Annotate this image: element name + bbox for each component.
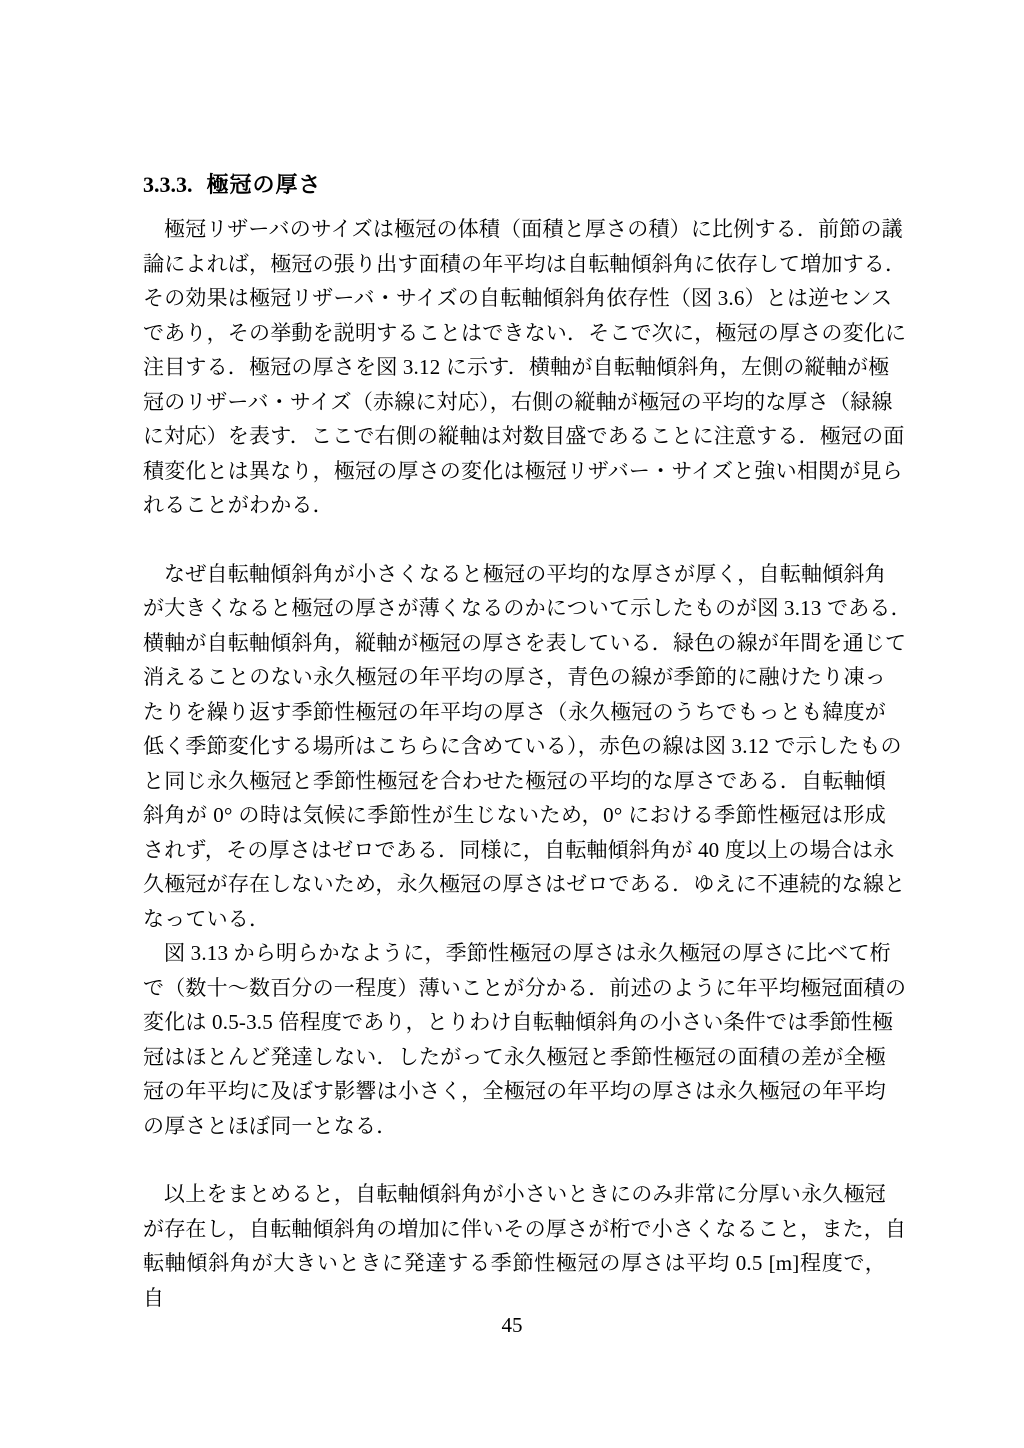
text-line: 図 3.13 から明らかなように，季節性極冠の厚さは永久極冠の厚さに比べて桁 [164, 941, 891, 965]
page-number: 45 [501, 1313, 523, 1337]
text-line: と同じ永久極冠と季節性極冠を合わせた極冠の平均的な厚さである．自転軸傾 [143, 768, 886, 793]
section-heading [143, 172, 886, 198]
paragraph [143, 557, 912, 937]
text-line: なぜ自転軸傾斜角が小さくなると極冠の平均的な厚さが厚く，自転軸傾斜角 [164, 561, 886, 586]
text-line: であり，その挙動を説明することはできない．そこで次に，極冠の厚さの変化に [143, 320, 907, 345]
text-line: 消えることのない永久極冠の年平均の厚さ，青色の線が季節的に融けたり凍っ [143, 665, 886, 689]
section-number: 3.3.3. [143, 172, 193, 197]
paragraph [143, 212, 907, 523]
text-line: されず，その厚さはゼロである．同様に，自転軸傾斜角が 40 度以上の場合は永 [143, 837, 895, 862]
paragraph [143, 936, 907, 1143]
text-line: 極冠リザーバのサイズは極冠の体積（面積と厚さの積）に比例する．前節の議 [164, 217, 903, 241]
text-line: の厚さとほぼ同一となる． [143, 1113, 398, 1138]
text-line: で（数十〜数百分の一程度）薄いことが分かる．前述のように年平均極冠面積の [143, 975, 907, 1000]
paragraph [143, 1177, 907, 1310]
text-line: なっている． [143, 906, 271, 931]
text-line: に対応）を表す．ここで右側の縦軸は対数目盛であることに注意する．極冠の面 [143, 424, 905, 448]
text-line: 低く季節変化する場所はこちらに含めている），赤色の線は図 3.12 で示したもの [143, 734, 902, 758]
text-line: が存在し，自転軸傾斜角の増加に伴いその厚さが桁で小さくなること，また，自 [143, 1216, 907, 1241]
paragraphs-container [143, 212, 912, 1310]
text-line: 転軸傾斜角が大きいときに発達する季節性極冠の厚さは平均 0.5 [m]程度で，自 [143, 1251, 886, 1310]
text-line: 以上をまとめると，自転軸傾斜角が小さいときにのみ非常に分厚い永久極冠 [164, 1182, 886, 1206]
text-line: 冠のリザーバ・サイズ（赤線に対応），右側の縦軸が極冠の平均的な厚さ（緑線 [143, 389, 893, 414]
section-title: 極冠の厚さ [206, 172, 322, 197]
text-line: 変化は 0.5-3.5 倍程度であり，とりわけ自転軸傾斜角の小さい条件では季節性極 [143, 1010, 894, 1034]
text-line: 久極冠が存在しないため，永久極冠の厚さはゼロである．ゆえに不連続的な線と [143, 872, 906, 896]
text-line: 積変化とは異なり，極冠の厚さの変化は極冠リザバー・サイズと強い相関が見ら [143, 458, 903, 483]
text-line: 斜角が 0° の時は気候に季節性が生じないため，0° における季節性極冠は形成 [143, 803, 886, 827]
text-line: 横軸が自転軸傾斜角，縦軸が極冠の厚さを表している．緑色の線が年間を通じて [143, 630, 907, 655]
text-line: たりを繰り返す季節性極冠の年平均の厚さ（永久極冠のうちでもっとも緯度が [143, 699, 886, 724]
text-line: その効果は極冠リザーバ・サイズの自転軸傾斜角依存性（図 3.6）とは逆センス [143, 286, 893, 310]
text-line: れることがわかる． [143, 493, 334, 517]
text-line: が大きくなると極冠の厚さが薄くなるのかについて示したものが図 3.13 である． [143, 596, 912, 620]
text-line: 注目する．極冠の厚さを図 3.12 に示す．横軸が自転軸傾斜角，左側の縦軸が極 [143, 355, 890, 379]
text-line: 冠はほとんど発達しない．したがって永久極冠と季節性極冠の面積の差が全極 [143, 1044, 886, 1069]
text-line: 冠の年平均に及ぼす影響は小さく，全極冠の年平均の厚さは永久極冠の年平均 [143, 1079, 886, 1103]
body-text [143, 172, 912, 1310]
text-line: 論によれば，極冠の張り出す面積の年平均は自転軸傾斜角に依存して増加する． [143, 251, 907, 276]
